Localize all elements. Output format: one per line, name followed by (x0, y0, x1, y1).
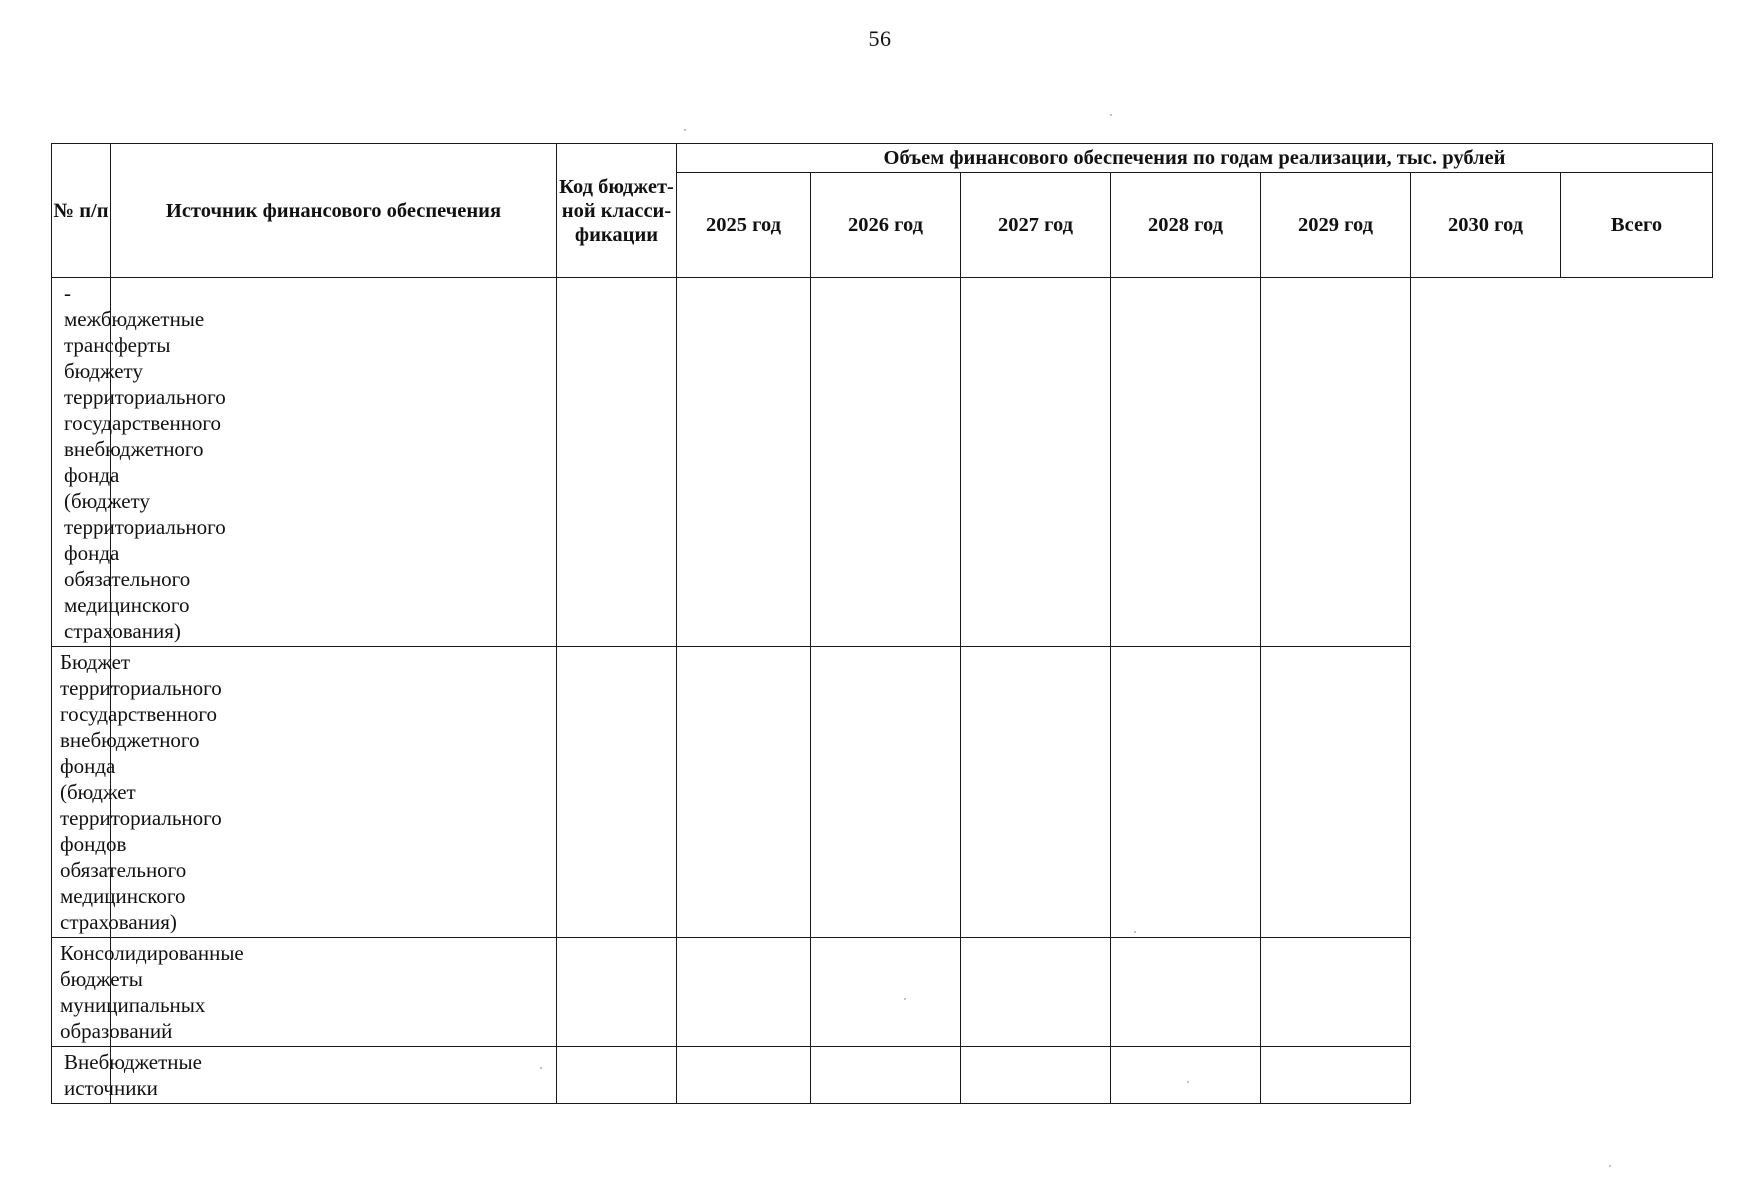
header-year-2025: 2025 год (677, 173, 811, 278)
cell-total (1261, 1047, 1411, 1104)
cell-total (1261, 647, 1411, 938)
header-total: Всего (1561, 173, 1713, 278)
header-year-2029: 2029 год (1261, 173, 1411, 278)
header-row-number: № п/п (52, 144, 111, 278)
header-year-2028: 2028 год (1111, 173, 1261, 278)
cell-2028 (811, 938, 961, 1047)
row-source-label: Внебюджетные источники (52, 1047, 111, 1104)
cell-2030 (1111, 938, 1261, 1047)
row-source-label: - межбюджетные трансферты бюджету территориального государственного внебюджетного фонда (бюджету территориального фонда обязательного медицинского страхования) (52, 278, 111, 647)
row-source-label: Бюджет территориального государственного внебюджетного фонда (бюджет территориального фондов обязательного медицинского страхования) (52, 647, 111, 938)
header-year-2026: 2026 год (811, 173, 961, 278)
header-financing-volume: Объем финансового обеспечения по годам реализации, тыс. рублей (677, 144, 1713, 173)
header-year-2030: 2030 год (1411, 173, 1561, 278)
cell-2026 (557, 647, 677, 938)
financing-table-wrapper (51, 143, 1712, 1104)
cell-2027 (677, 647, 811, 938)
cell-2030 (1111, 1047, 1261, 1104)
cell-2028 (811, 278, 961, 647)
cell-2025 (111, 278, 557, 647)
header-budget-code: Код бюджет-ной класси-фикации (557, 144, 677, 278)
table-row (52, 938, 1713, 1047)
table-row (52, 278, 1713, 647)
cell-2027 (677, 278, 811, 647)
cell-total (1261, 278, 1411, 647)
cell-2029 (961, 647, 1111, 938)
header-year-2027: 2027 год (961, 173, 1111, 278)
row-source-label: Консолидированные бюджеты муниципальных образований (52, 938, 111, 1047)
cell-2028 (811, 647, 961, 938)
cell-2030 (1111, 278, 1261, 647)
table-row (52, 647, 1713, 938)
cell-2026 (557, 1047, 677, 1104)
cell-2029 (961, 1047, 1111, 1104)
cell-total (1261, 938, 1411, 1047)
cell-2029 (961, 278, 1111, 647)
scan-speck (1110, 114, 1112, 116)
scan-speck (684, 129, 686, 131)
cell-2026 (557, 278, 677, 647)
cell-2027 (677, 1047, 811, 1104)
cell-2028 (811, 1047, 961, 1104)
financing-table (51, 143, 1713, 1104)
cell-2030 (1111, 647, 1261, 938)
cell-2029 (961, 938, 1111, 1047)
cell-2027 (677, 938, 811, 1047)
cell-2026 (557, 938, 677, 1047)
table-row (52, 1047, 1713, 1104)
scan-speck (1609, 1165, 1611, 1167)
header-source: Источник финансового обеспечения (111, 144, 557, 278)
page-number: 56 (868, 26, 892, 51)
